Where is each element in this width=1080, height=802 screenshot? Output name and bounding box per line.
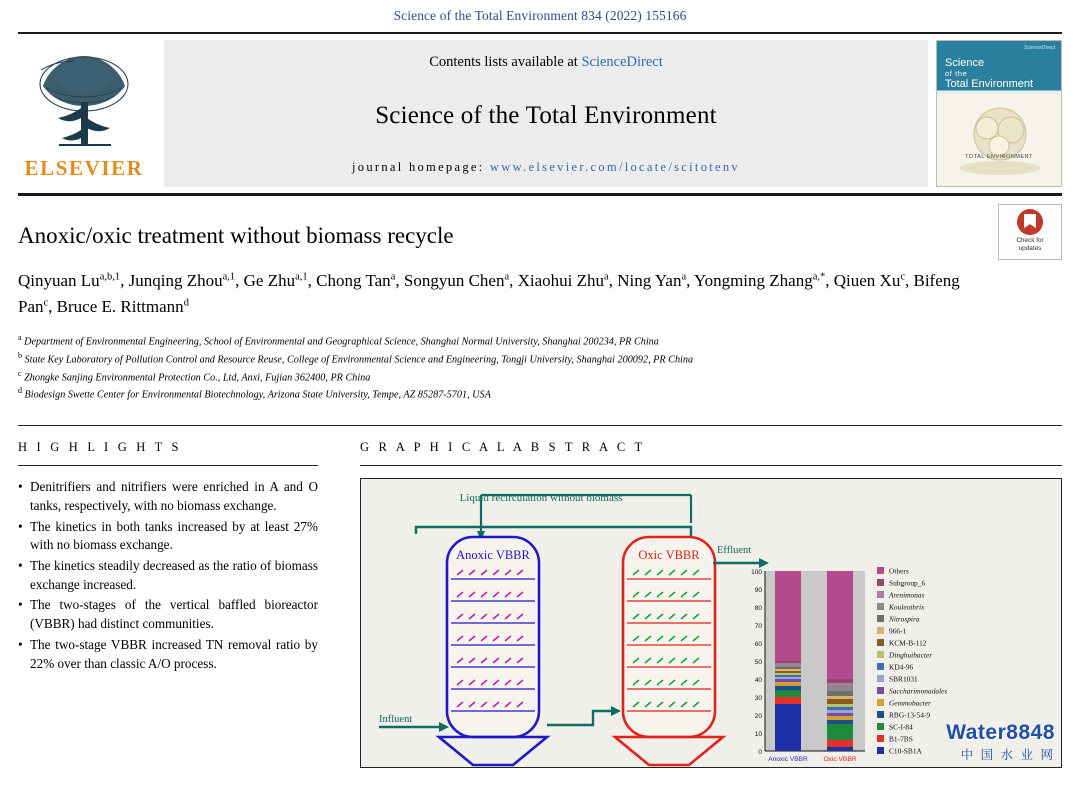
- bar-label-anoxic: Anoxic VBBR: [768, 756, 808, 764]
- author-affil-mark: c: [43, 297, 49, 309]
- author-name: Bifeng Pan: [18, 270, 960, 316]
- legend-label: Arenimonas: [889, 590, 925, 600]
- effluent-label: Effluent: [717, 545, 752, 557]
- svg-text:60: 60: [754, 641, 762, 649]
- bar-oxic: [827, 571, 853, 751]
- legend-label: KCM-B-112: [889, 638, 927, 648]
- cover-line1: Science: [945, 57, 985, 69]
- author-name: Chong Tan: [316, 270, 391, 290]
- section-divider: [18, 425, 1062, 426]
- elsevier-tree-logo-icon: [23, 44, 145, 152]
- journal-homepage-line: [352, 160, 740, 175]
- affiliation-mark: a: [18, 333, 22, 343]
- crossmark-line1: Check for: [1016, 237, 1044, 244]
- recirculation-label: Liquid recirculation without biomass: [459, 492, 623, 505]
- affiliation-text: Biodesign Swette Center for Environmental Biotechnology, Arizona State University, Tempe, AZ 85287-5701, USA: [24, 389, 491, 401]
- running-head: [0, 0, 1080, 24]
- affiliation: [18, 368, 1062, 386]
- affiliation-mark: c: [18, 368, 22, 378]
- svg-text:40: 40: [754, 677, 762, 685]
- svg-text:20: 20: [754, 713, 762, 721]
- highlights-heading: H I G H L I G H T S: [18, 440, 182, 455]
- author-name: Ge Zhu: [243, 270, 296, 290]
- svg-text:10: 10: [754, 731, 762, 739]
- list-item: • Denitrifiers and nitrifiers were enriched in A and O tanks, respectively, with no biomass exchange.: [18, 478, 318, 515]
- author-affil-mark: c: [900, 270, 905, 282]
- crossmark-icon: [1017, 209, 1043, 235]
- author-name: Xiaohui Zhu: [517, 270, 605, 290]
- author-affil-mark: a,*: [812, 270, 826, 282]
- crossmark-badge[interactable]: [998, 204, 1062, 260]
- watermark-line1: [946, 721, 1055, 745]
- watermark-number: 8848: [1006, 721, 1055, 745]
- affiliation-text: Zhongke Sanjing Environmental Protection Co., Ltd, Anxi, Fujian 362400, PR China: [24, 372, 371, 384]
- journal-band: [164, 40, 928, 187]
- affiliation-mark: b: [18, 350, 22, 360]
- author-name: Ning Yan: [617, 270, 682, 290]
- anoxic-reactor-label: Anoxic VBBR: [456, 548, 530, 563]
- author-affil-mark: a: [681, 270, 687, 282]
- abstract-columns: [18, 440, 1062, 768]
- author: Bifeng Pan$^c$,: [18, 270, 960, 316]
- svg-text:90: 90: [754, 587, 762, 595]
- legend-label: Kouleothrix: [889, 602, 925, 612]
- publisher-name: ELSEVIER: [24, 156, 144, 180]
- author: Chong Tan$^a$,: [316, 270, 404, 290]
- svg-text:30: 30: [754, 695, 762, 703]
- author-name: Junqing Zhou: [128, 270, 223, 290]
- graphical-abstract-rule: [360, 465, 1062, 466]
- list-item: • The two-stages of the vertical baffled bioreactor (VBBR) had distinct communities.: [18, 596, 318, 633]
- author-name: Qiuen Xu: [833, 270, 901, 290]
- legend-label: SC-I-84: [889, 722, 913, 732]
- article-header: [18, 222, 1062, 403]
- author-affil-mark: a: [390, 270, 396, 282]
- bar-anoxic: [775, 571, 801, 751]
- legend-label: C10-SB1A: [889, 746, 922, 756]
- list-item: • The kinetics in both tanks increased by at least 27% with no biomass exchange.: [18, 518, 318, 555]
- highlights-list: [18, 478, 318, 673]
- watermark-line2: 中 国 水 业 网: [960, 748, 1055, 763]
- author-affil-mark: a,b,1: [99, 270, 121, 282]
- author: Songyun Chen$^a$,: [403, 270, 518, 290]
- legend-label: Gemmobacter: [889, 698, 931, 708]
- publisher-logo: [18, 40, 150, 187]
- author-list: [18, 268, 978, 321]
- affiliation: [18, 385, 1062, 403]
- highlights-rule: [18, 465, 318, 466]
- svg-text:70: 70: [754, 623, 762, 631]
- author: Qinyuan Lu$^{a,b,1}$,: [18, 270, 129, 290]
- contents-line: [429, 54, 663, 71]
- legend-label: RBG-13-54-9: [889, 710, 931, 720]
- influent-label: Influent: [379, 714, 413, 726]
- affiliation-text: State Key Laboratory of Pollution Control and Resource Reuse, College of Environmental Science and Engineering, Tongji University, Shanghai 200092, PR China: [24, 354, 694, 366]
- graphical-abstract-heading: G R A P H I C A L A B S T R A C T: [360, 440, 646, 455]
- watermark: [946, 721, 1055, 763]
- author: Junqing Zhou$^{a,1}$,: [128, 270, 244, 290]
- svg-text:50: 50: [754, 659, 762, 667]
- cover-line2: of the: [945, 68, 968, 78]
- affiliation-text: Department of Environmental Engineering, School of Environmental and Geographical Science, Shanghai Normal University, Shanghai 200234, PR China: [24, 336, 659, 348]
- affiliation-list: [18, 332, 1062, 403]
- svg-text:100: 100: [751, 569, 762, 577]
- journal-masthead: [18, 32, 1062, 196]
- list-item: • The kinetics steadily decreased as the ratio of biomass exchange increased.: [18, 557, 318, 594]
- sciencedirect-link[interactable]: ScienceDirect: [581, 54, 663, 70]
- author-name: Songyun Chen: [403, 270, 505, 290]
- legend-label: 966-1: [889, 626, 907, 636]
- svg-text:0: 0: [758, 749, 762, 757]
- graphical-abstract-figure: [360, 478, 1062, 768]
- journal-title: Science of the Total Environment: [375, 101, 717, 129]
- author-affil-mark: a: [604, 270, 609, 282]
- cover-tiny-label: ScienceDirect: [1024, 45, 1055, 51]
- author-name: Yongming Zhang: [694, 270, 813, 290]
- highlights-section: [18, 440, 318, 768]
- crossmark-line2: updates: [1018, 245, 1042, 252]
- homepage-url[interactable]: www.elsevier.com/locate/scitotenv: [489, 160, 740, 174]
- watermark-word: Water: [946, 721, 1007, 745]
- legend-label: Subgroup_6: [889, 578, 926, 588]
- author-affil-mark: a: [504, 270, 510, 282]
- legend-label: SBR1031: [889, 674, 918, 684]
- affiliation-mark: d: [18, 386, 22, 396]
- author-affil-mark: d: [183, 297, 189, 309]
- graphical-abstract-section: [360, 440, 1062, 768]
- journal-cover-image: [936, 40, 1062, 187]
- legend-label: Dinghuibacter: [889, 650, 933, 660]
- cover-artwork-icon: [937, 94, 1062, 186]
- oxic-reactor-label: Oxic VBBR: [638, 548, 700, 563]
- author-affil-mark: a,1: [295, 270, 308, 282]
- author-name: Bruce E. Rittmann: [56, 296, 184, 316]
- legend-label: KD4-96: [889, 662, 914, 672]
- contents-prefix: Contents lists available at: [429, 54, 578, 70]
- author-name: Qinyuan Lu: [18, 270, 100, 290]
- list-item: • The two-stage VBBR increased TN removal ratio by 22% over than classic A/O process.: [18, 636, 318, 673]
- bar-label-oxic: Oxic VBBR: [823, 756, 857, 764]
- author-affil-mark: a,1: [222, 270, 236, 282]
- author: Ge Zhu$^{a,1}$,: [243, 270, 317, 290]
- homepage-prefix: journal homepage:: [352, 160, 485, 174]
- author: Xiaohui Zhu$^a$,: [517, 270, 618, 290]
- cover-caption: TOTAL ENVIRONMENT: [965, 154, 1033, 160]
- author: [57, 297, 189, 316]
- author: Qiuen Xu$^c$,: [833, 270, 914, 290]
- author: Ning Yan$^a$,: [617, 270, 694, 290]
- page-title: Anoxic/oxic treatment without biomass recycle: [18, 223, 454, 248]
- legend-label: Others: [889, 566, 909, 576]
- legend-label: Nitrospira: [889, 614, 920, 624]
- legend-label: B1-7BS: [889, 734, 913, 744]
- running-head-text: Science of the Total Environment 834 (2022) 155166: [393, 8, 687, 23]
- affiliation: [18, 332, 1062, 350]
- cover-line3: Total Environment: [945, 78, 1034, 91]
- legend-label: Saccharimonadales: [889, 686, 948, 696]
- author: Yongming Zhang$^{a,*}$,: [694, 270, 834, 290]
- svg-text:80: 80: [754, 605, 762, 613]
- affiliation: [18, 350, 1062, 368]
